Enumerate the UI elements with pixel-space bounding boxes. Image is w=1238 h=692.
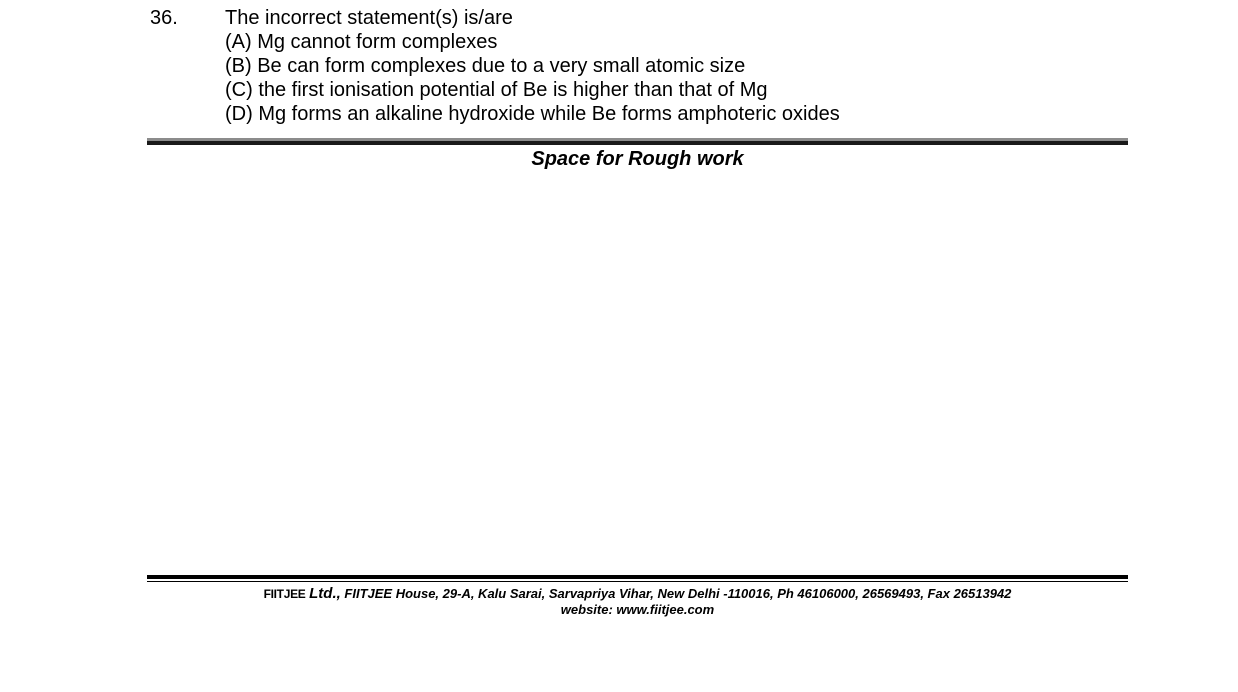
rough-work-area [147,175,1128,570]
option-b: (B) Be can form complexes due to a very small atomic size [225,55,746,77]
question-number: 36. [150,7,178,29]
footer-brand: FIITJEE [263,587,306,601]
question-stem: The incorrect statement(s) is/are [225,7,513,29]
option-a: (A) Mg cannot form complexes [225,31,498,53]
footer-address-line [147,586,1128,602]
rough-work-top-divider [147,138,1128,146]
option-d: (D) Mg forms an alkaline hydroxide while Be forms amphoteric oxides [225,103,840,125]
rough-work-title: Space for Rough work [531,148,744,170]
footer-ltd: Ltd., [309,585,341,602]
footer-address: FIITJEE House, 29-A, Kalu Sarai, Sarvapriya Vihar, New Delhi -110016, Ph 46106000, 26569493, Fax 26513942 [344,586,1012,601]
divider-black-band [147,141,1128,145]
footer-website: website: www.fiitjee.com [560,602,715,617]
footer-divider-thin [147,581,1128,582]
footer [147,586,1128,618]
option-c: (C) the first ionisation potential of Be is higher than that of Mg [225,79,768,101]
footer-divider-thick [147,575,1128,579]
question-body [225,6,840,126]
footer-divider [147,575,1128,583]
